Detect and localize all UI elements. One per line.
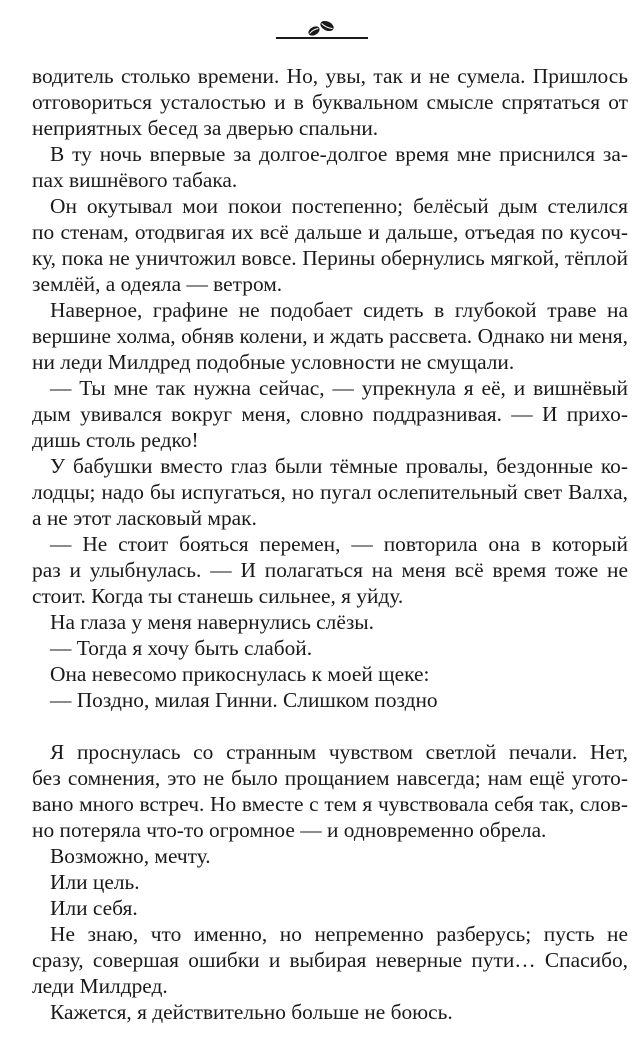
- text-line: дым увивался вокруг меня, словно поддразнивая. — И прихо-: [32, 402, 628, 426]
- text-line: пах вишнёвого табака.: [32, 168, 238, 192]
- book-page-text: [32, 63, 628, 1025]
- text-line: Или себя.: [50, 896, 138, 920]
- text-line: вершине холма, обняв колени, и ждать рассвета. Однако ни меня,: [32, 324, 628, 348]
- section-break: [32, 713, 628, 739]
- text-line: сразу, совершая ошибки и выбирая неверные пути… Спасибо,: [32, 948, 628, 972]
- text-line: без сомнения, это не было прощанием навсегда; нам ещё угото-: [32, 766, 628, 790]
- text-line: — Ты мне так нужна сейчас, — упрекнула я её, и вишнёвый: [50, 376, 628, 400]
- text-line: У бабушки вместо глаз были тёмные провалы, бездонные ко-: [50, 454, 628, 478]
- text-line: Наверное, графине не подобает сидеть в глубокой траве на: [50, 298, 628, 322]
- text-line: землёй, а одеяла — ветром.: [32, 272, 283, 296]
- coffee-bean-ornament-icon: [262, 14, 382, 44]
- text-line: вано много встреч. Но вместе с тем я чувствовала себя так, слов-: [32, 792, 628, 816]
- text-line: В ту ночь впервые за долгое-долгое время мне приснился за-: [50, 142, 628, 166]
- text-line: дишь столь редко!: [32, 428, 199, 452]
- text-line: — Поздно, милая Гинни. Слишком поздно: [50, 688, 438, 712]
- text-line: Возможно, мечту.: [50, 844, 211, 868]
- text-line: но потеряла что-то огромное — и одновременно обрела.: [32, 818, 547, 842]
- text-line: а не этот ласковый мрак.: [32, 506, 257, 530]
- text-line: Он окутывал мои покои постепенно; белёсый дым стелился: [50, 194, 628, 218]
- text-line: Кажется, я действительно больше не боюсь.: [50, 1000, 453, 1024]
- text-line: ни леди Милдред подобные условности не смущали.: [32, 350, 515, 374]
- text-line: На глаза у меня навернулись слёзы.: [50, 610, 375, 634]
- text-line: Не знаю, что именно, но непременно разберусь; пусть не: [50, 922, 628, 946]
- text-line: леди Милдред.: [32, 974, 168, 998]
- text-line: по стенам, отодвигая их всё дальше и дальше, отъедая по кусоч-: [32, 220, 628, 244]
- text-line: Или цель.: [50, 870, 140, 894]
- text-line: Я проснулась со странным чувством светлой печали. Нет,: [50, 740, 628, 764]
- text-line: лодцы; надо бы испугаться, но пугал ослепительный свет Валха,: [32, 480, 628, 504]
- text-line: стоит. Когда ты станешь сильнее, я уйду.: [32, 584, 404, 608]
- text-line: Она невесомо прикоснулась к моей щеке:: [50, 662, 430, 686]
- header-ornament: [0, 14, 644, 44]
- text-line: неприятных бесед за дверью спальни.: [32, 116, 379, 140]
- text-line: раз и улыбнулась. — И полагаться на меня всё время тоже не: [32, 558, 628, 582]
- text-line: — Тогда я хочу быть слабой.: [50, 636, 313, 660]
- text-line: водитель столько времени. Но, увы, так и не сумела. Пришлось: [32, 64, 628, 88]
- text-line: ку, пока не уничтожил вовсе. Перины обернулись мягкой, тёплой: [32, 246, 628, 270]
- text-line: — Не стоит бояться перемен, — повторила она в который: [50, 532, 628, 556]
- text-line: отговориться усталостью и в буквальном смысле спрятаться от: [32, 90, 628, 114]
